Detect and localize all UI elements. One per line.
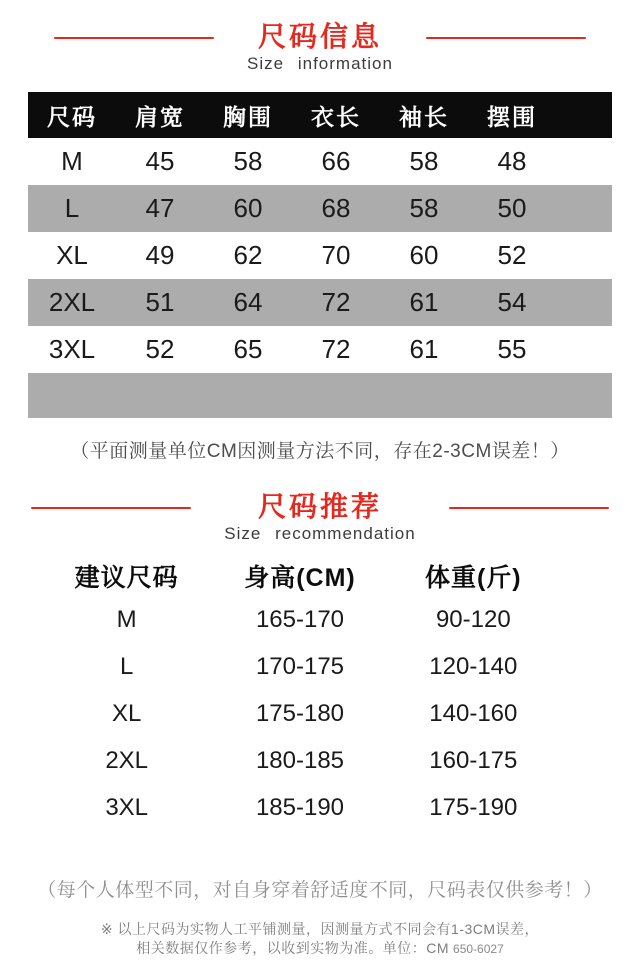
size-measurement-table [28,92,612,418]
size-cell: XL [56,240,88,270]
size-cell: L [64,193,80,223]
section-recommend-title-zh: 尺码推荐 [257,491,382,522]
size-row-2xl [28,279,612,326]
header-cell: 衣长 [311,103,361,130]
size-cell: M [61,146,83,176]
size-row-xl [28,232,612,279]
size-cell: 58 [409,146,439,176]
header-cell: 建议尺码 [74,564,179,592]
footer-line-2: 相关数据仅作参考，以收到实物为准。单位：CM 650-6027 [136,940,504,956]
recommend-cell: 175-180 [255,699,345,727]
size-cell: 49 [145,240,175,270]
size-row-l [28,185,612,232]
recommend-row-l [40,643,560,690]
size-cell: 60 [233,193,263,223]
recommend-cell: 175-190 [429,793,518,821]
right-divider-line [449,507,609,509]
size-cell: 72 [321,287,351,317]
size-cell: 54 [497,287,527,317]
size-cell: 65 [233,334,263,364]
size-recommend-table [40,556,560,831]
recommend-cell: 2XL [105,746,149,774]
size-cell: 48 [497,146,527,176]
measure-tolerance-note: （平面测量单位CM因测量方法不同，存在2-3CM误差！） [70,441,570,462]
empty-spacer-row [28,373,612,418]
size-cell: 52 [497,240,527,270]
size-cell: 66 [321,146,351,176]
size-row-3xl [28,326,612,373]
header-cell: 摆围 [487,103,537,130]
size-cell: 58 [409,193,439,223]
section-info-title-zh: 尺码信息 [257,21,382,52]
recommend-cell: XL [111,699,142,727]
size-cell: 50 [497,193,527,223]
section-info-title-en: Size information [247,54,393,73]
recommend-cell: 185-190 [255,793,345,821]
right-divider-line [426,37,586,39]
size-cell: 61 [409,334,439,364]
header-cell: 袖长 [399,103,449,130]
recommend-row-m [40,596,560,643]
left-divider-line [54,37,214,39]
section-recommend-titles [224,491,415,545]
size-cell: 52 [145,334,175,364]
section-recommend-title-en: Size recommendation [224,524,416,543]
recommend-row-2xl [40,737,560,784]
size-cell: 72 [321,334,351,364]
recommend-row-xl [40,690,560,737]
section-info-heading [0,0,640,75]
size-cell: 64 [233,287,263,317]
size-cell: 55 [497,334,527,364]
size-row-m [28,138,612,185]
size-cell: 60 [409,240,439,270]
left-divider-line [31,507,191,509]
recommend-cell: 3XL [105,793,149,821]
header-cell: 体重(斤) [424,564,522,592]
recommend-header-row [40,556,560,596]
recommend-cell: 180-185 [255,746,345,774]
recommend-cell: M [116,605,137,633]
recommend-cell: L [119,652,134,680]
recommend-cell: 120-140 [429,652,518,680]
size-cell: 45 [145,146,175,176]
size-table-header-row [28,92,612,138]
recommend-cell: 140-160 [429,699,518,727]
size-cell: 51 [145,287,175,317]
footer-line-1: ※ 以上尺码为实物人工平铺测量，因测量方式不同会有1-3CM误差， [100,921,540,937]
section-recommend-heading [0,491,640,545]
recommend-cell: 90-120 [435,605,511,633]
section-info-titles [247,21,393,75]
footer-disclaimer [0,920,640,959]
recommend-cell: 165-170 [255,605,345,633]
recommend-row-3xl [40,784,560,831]
header-cell: 肩宽 [135,103,185,130]
size-cell: 47 [145,193,175,223]
footer-code: 650-6027 [453,942,504,956]
size-cell: 58 [233,146,263,176]
size-cell: 2XL [48,287,96,317]
size-cell: 62 [233,240,263,270]
header-cell: 尺码 [47,103,97,130]
size-cell: 68 [321,193,351,223]
size-cell: 70 [321,240,351,270]
size-cell: 3XL [48,334,96,364]
header-cell: 身高(CM) [244,564,356,592]
recommend-cell: 160-175 [429,746,518,774]
size-cell: 61 [409,287,439,317]
fit-reference-note: （每个人体型不同，对自身穿着舒适度不同，尺码表仅供参考！） [37,880,603,901]
recommend-cell: 170-175 [255,652,345,680]
header-cell: 胸围 [223,103,273,130]
